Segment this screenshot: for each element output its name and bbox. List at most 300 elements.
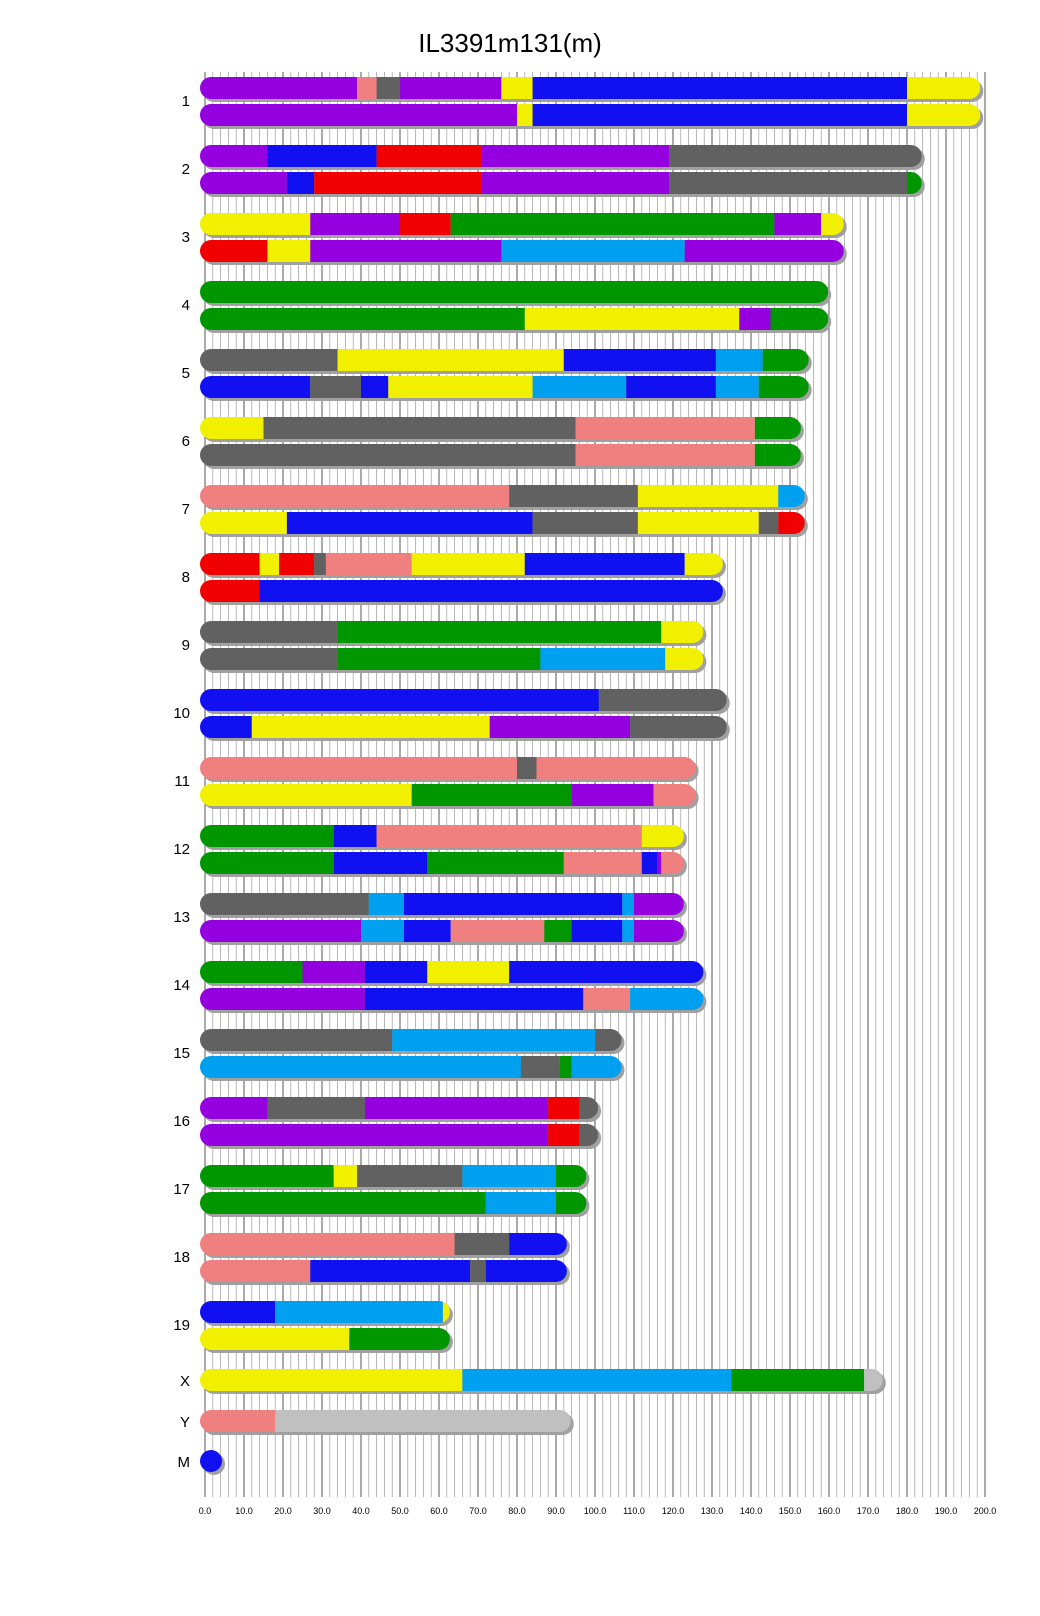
segment-B: [365, 988, 583, 1010]
segment-G: [630, 716, 727, 738]
segment-B: [287, 512, 533, 534]
chromosome-label: 13: [173, 909, 190, 926]
segment-S: [576, 417, 755, 439]
haplotype-bar: [200, 553, 726, 578]
segment-B: [626, 376, 716, 398]
segment-R: [548, 1124, 579, 1146]
x-tick-label: 90.0: [547, 1506, 565, 1516]
bar-segments: [200, 240, 844, 262]
bar-segments: [200, 308, 828, 330]
haplotype-bar: [200, 920, 687, 945]
x-tick-label: 30.0: [313, 1506, 331, 1516]
chromosome-8: [182, 553, 726, 605]
chromosome-label: 10: [173, 705, 190, 722]
haplotype-bar: [200, 689, 730, 714]
segment-N: [412, 784, 572, 806]
segment-C: [533, 376, 627, 398]
segment-Y: [907, 77, 980, 99]
bar-segments: [200, 689, 727, 711]
chromosome-label: 15: [173, 1045, 190, 1062]
chromosome-label: 17: [173, 1181, 190, 1198]
haplotype-bar: [200, 172, 925, 197]
haplotype-bar: [200, 240, 847, 265]
segment-Y: [260, 553, 280, 575]
segment-N: [763, 349, 809, 371]
bar-segments: [200, 512, 805, 534]
bar-segments: [200, 1192, 586, 1214]
haplotype-bar: [200, 417, 804, 442]
segment-Y: [638, 512, 759, 534]
segment-Y: [267, 240, 310, 262]
segment-Y: [334, 1165, 357, 1187]
segment-Y: [200, 784, 412, 806]
bar-segments: [200, 213, 844, 235]
segment-G: [310, 376, 361, 398]
chromosome-label: 12: [173, 841, 190, 858]
chromosome-label: 7: [181, 501, 190, 518]
haplotype-bar: [200, 580, 726, 605]
bar-segments: [200, 716, 727, 738]
chromosome-18: [173, 1233, 570, 1285]
segment-B: [267, 145, 376, 167]
segment-S: [377, 825, 642, 847]
segment-G: [599, 689, 727, 711]
bar-segments: [200, 1029, 622, 1051]
segment-Y: [685, 553, 723, 575]
bar-segments: [200, 784, 696, 806]
segment-B: [572, 920, 623, 942]
segment-Y: [501, 77, 532, 99]
haplotype-bar: [200, 1165, 589, 1190]
haplotype-bar: [200, 648, 706, 673]
segment-R: [400, 213, 451, 235]
segment-G: [595, 1029, 622, 1051]
x-tick-label: 50.0: [391, 1506, 409, 1516]
segment-R: [279, 553, 314, 575]
x-tick-label: 130.0: [700, 1506, 724, 1516]
segment-P: [310, 213, 400, 235]
segment-G: [200, 1029, 392, 1051]
bar-segments: [200, 893, 684, 915]
bar-segments: [200, 104, 980, 126]
bar-segments: [200, 172, 922, 194]
segment-B: [200, 716, 252, 738]
chromosome-label: 2: [181, 161, 190, 178]
segment-B: [525, 553, 685, 575]
x-tick-label: 40.0: [352, 1506, 370, 1516]
x-tick-label: 140.0: [739, 1506, 763, 1516]
haplotype-bar: [200, 444, 804, 469]
segment-R: [314, 172, 482, 194]
segment-G: [200, 893, 369, 915]
haplotype-bar: [200, 145, 925, 170]
haplotype-bar: [200, 349, 812, 374]
bar-segments: [200, 1301, 450, 1323]
segment-B: [200, 689, 599, 711]
bar-segments: [200, 281, 828, 303]
haplotype-bar: [200, 825, 687, 850]
x-tick-label: 170.0: [856, 1506, 880, 1516]
segment-N: [338, 621, 662, 643]
x-tick-label: 60.0: [430, 1506, 448, 1516]
bar-segments: [200, 1260, 567, 1282]
segment-C: [630, 988, 703, 1010]
segment-B: [200, 376, 310, 398]
segment-N: [560, 1056, 572, 1078]
segment-R: [200, 553, 260, 575]
segment-C: [501, 240, 684, 262]
x-tick-label: 110.0: [623, 1506, 645, 1516]
segment-G: [200, 621, 338, 643]
chromosome-label: 16: [173, 1113, 190, 1130]
bar-segments: [200, 621, 703, 643]
bar-segments: [200, 349, 809, 371]
segment-C: [361, 920, 404, 942]
chromosome-label: 11: [174, 773, 190, 790]
segment-S: [661, 852, 684, 874]
chromosome-label: 4: [181, 297, 190, 314]
segment-Y: [907, 104, 980, 126]
chromosome-label: 5: [181, 365, 190, 382]
bar-segments: [200, 1165, 586, 1187]
bar-segments: [200, 825, 684, 847]
chromosome-5: [182, 349, 812, 401]
segment-B: [564, 349, 716, 371]
segment-C: [622, 920, 634, 942]
segment-Y: [200, 213, 310, 235]
chromosome-Y: [180, 1410, 574, 1435]
segment-C: [369, 893, 404, 915]
segment-B: [287, 172, 314, 194]
segment-P: [200, 1097, 267, 1119]
chromosome-17: [173, 1165, 589, 1217]
bar-segments: [200, 988, 703, 1010]
segment-S: [200, 1233, 455, 1255]
segment-N: [759, 376, 809, 398]
chromosome-16: [173, 1097, 601, 1149]
segment-Y: [661, 621, 703, 643]
bar-segments: [200, 1124, 598, 1146]
segment-C: [716, 349, 763, 371]
segment-G: [521, 1056, 560, 1078]
x-tick-label: 150.0: [778, 1506, 802, 1516]
segment-N: [349, 1328, 450, 1350]
segment-R: [778, 512, 805, 534]
segment-G: [200, 349, 338, 371]
segment-N: [338, 648, 541, 670]
haplotype-bar: [200, 961, 706, 986]
x-tick-label: 20.0: [274, 1506, 292, 1516]
chromosome-label: 6: [181, 433, 190, 450]
segment-B: [260, 580, 723, 602]
segment-S: [200, 1260, 310, 1282]
segment-C: [540, 648, 665, 670]
segment-R: [548, 1097, 579, 1119]
haplotype-bar: [200, 1124, 601, 1149]
segment-P: [200, 104, 517, 126]
segment-P: [482, 172, 669, 194]
haplotype-bar: [200, 308, 831, 333]
haplotype-bar: [200, 757, 699, 782]
segment-N: [755, 444, 801, 466]
segment-N: [427, 852, 564, 874]
haplotype-bar: [200, 784, 699, 809]
segment-P: [200, 920, 361, 942]
bar-segments: [200, 580, 723, 602]
segment-P: [200, 1124, 548, 1146]
haplotype-bar: [200, 1369, 886, 1394]
segment-C: [486, 1192, 556, 1214]
segment-B: [642, 852, 658, 874]
segment-B: [334, 852, 428, 874]
segment-P: [200, 988, 365, 1010]
segment-P: [200, 77, 357, 99]
bar-segments: [200, 77, 980, 99]
x-tick-label: 100.0: [583, 1506, 607, 1516]
haplotype-bar: [200, 512, 808, 537]
segment-Y: [252, 716, 490, 738]
haplotype-bar: [200, 893, 687, 918]
x-tick-label: 120.0: [661, 1506, 685, 1516]
segment-C: [622, 893, 634, 915]
segment-Y: [200, 1369, 462, 1391]
haplotype-bar: [200, 1192, 589, 1217]
segment-S: [200, 1410, 275, 1432]
segment-C: [462, 1369, 731, 1391]
segment-N: [200, 1192, 486, 1214]
segment-B: [404, 920, 451, 942]
segment-Y: [200, 512, 287, 534]
segment-B: [334, 825, 377, 847]
segment-C: [392, 1029, 595, 1051]
chromosome-12: [173, 825, 687, 877]
segment-N: [544, 920, 571, 942]
chromosome-label: M: [177, 1454, 190, 1471]
chromosome-13: [173, 893, 687, 945]
segment-R: [200, 580, 260, 602]
segment-G: [759, 512, 779, 534]
segment-Y: [388, 376, 532, 398]
segment-B: [404, 893, 622, 915]
segment-P: [482, 145, 669, 167]
bar-segments: [200, 1369, 883, 1391]
bar-segments: [200, 757, 696, 779]
haplotype-bar: [200, 1328, 453, 1353]
haplotype-bar: [200, 1056, 625, 1081]
x-tick-label: 10.0: [235, 1506, 253, 1516]
segment-S: [200, 485, 509, 507]
segment-B: [509, 1233, 567, 1255]
segment-Y: [642, 825, 684, 847]
segment-Y: [200, 1328, 349, 1350]
chromosome-9: [182, 621, 707, 673]
segment-B: [200, 1301, 275, 1323]
bar-segments: [200, 1056, 622, 1078]
segment-P: [685, 240, 844, 262]
segment-P: [774, 213, 821, 235]
segment-Y: [200, 417, 264, 439]
segment-Y: [338, 349, 564, 371]
segment-P: [200, 145, 267, 167]
segment-S: [326, 553, 412, 575]
segment-Y: [427, 961, 509, 983]
haplotype-bar: [200, 621, 706, 646]
segment-R: [200, 240, 267, 262]
segment-C: [462, 1165, 556, 1187]
x-tick-label: 190.0: [934, 1506, 958, 1516]
bar-segments: [200, 920, 684, 942]
segment-G: [509, 485, 638, 507]
segment-P: [310, 240, 501, 262]
segment-S: [564, 852, 642, 874]
bar-segments: [200, 961, 703, 983]
segment-N: [755, 417, 801, 439]
x-tick-label: 180.0: [895, 1506, 919, 1516]
segment-G: [517, 757, 537, 779]
segment-S: [576, 444, 755, 466]
segment-G: [357, 1165, 462, 1187]
segment-C: [572, 1056, 622, 1078]
segment-G: [669, 145, 922, 167]
chromosome-label: 3: [181, 229, 190, 246]
segment-S: [654, 784, 696, 806]
haplotype-bar: [200, 1301, 453, 1326]
segment-N: [771, 308, 829, 330]
chromosome-label: 8: [181, 569, 190, 586]
segment-G: [200, 648, 338, 670]
segment-L: [275, 1410, 571, 1432]
segment-G: [267, 1097, 365, 1119]
segment-R: [377, 145, 482, 167]
bar-segments: [200, 553, 723, 575]
bar-segments: [200, 852, 684, 874]
segment-G: [669, 172, 907, 194]
segment-P: [365, 1097, 548, 1119]
segment-N: [451, 213, 775, 235]
chromosome-X: [180, 1369, 886, 1394]
segment-G: [377, 77, 400, 99]
haplotype-bar: [200, 1233, 570, 1258]
haplotype-bar: [200, 281, 831, 306]
segment-B: [533, 104, 907, 126]
chromosome-19: [173, 1301, 453, 1353]
segment-C: [200, 1056, 521, 1078]
segment-N: [732, 1369, 865, 1391]
haplotype-bar: [200, 1450, 225, 1475]
haplotype-bar: [200, 1097, 601, 1122]
segment-N: [200, 852, 334, 874]
segment-G: [455, 1233, 510, 1255]
segment-B: [200, 1450, 222, 1472]
bar-segments: [200, 1328, 450, 1350]
segment-B: [310, 1260, 470, 1282]
bar-segments: [200, 648, 703, 670]
bar-segments: [200, 1410, 571, 1432]
chromosome-15: [173, 1029, 624, 1081]
chromosome-3: [182, 213, 847, 265]
haplotype-bar: [200, 104, 983, 129]
haplotype-bar: [200, 988, 706, 1013]
chromosome-4: [182, 281, 832, 333]
segment-C: [716, 376, 759, 398]
bar-segments: [200, 1233, 567, 1255]
segment-B: [533, 77, 907, 99]
segment-C: [275, 1301, 443, 1323]
haplotype-bar: [200, 852, 687, 877]
segment-G: [264, 417, 576, 439]
x-tick-label: 70.0: [469, 1506, 487, 1516]
chromosome-1: [182, 77, 984, 129]
segment-S: [200, 757, 517, 779]
segment-N: [200, 825, 334, 847]
haplotype-bar: [200, 1029, 625, 1054]
segment-N: [200, 1165, 334, 1187]
segment-B: [365, 961, 427, 983]
haplotype-bar: [200, 1260, 570, 1285]
segment-N: [200, 308, 525, 330]
bar-segments: [200, 145, 922, 167]
segment-B: [361, 376, 388, 398]
chromosome-7: [182, 485, 808, 537]
segment-N: [200, 281, 828, 303]
segment-N: [556, 1165, 586, 1187]
segment-B: [509, 961, 703, 983]
x-axis: [199, 1506, 997, 1516]
segment-Y: [665, 648, 703, 670]
chromosome-11: [174, 757, 698, 809]
segment-P: [303, 961, 365, 983]
segment-S: [451, 920, 545, 942]
chart-title: IL3391m131(m): [418, 28, 602, 58]
segment-P: [634, 893, 684, 915]
chromosome-label: 9: [181, 637, 190, 654]
bar-segments: [200, 1450, 222, 1472]
segment-G: [200, 444, 576, 466]
segment-G: [470, 1260, 486, 1282]
segment-G: [314, 553, 326, 575]
segment-C: [778, 485, 805, 507]
bar-segments: [200, 444, 801, 466]
x-tick-label: 0.0: [198, 1506, 212, 1516]
segment-P: [490, 716, 630, 738]
segment-Y: [638, 485, 778, 507]
chromosome-label: 19: [173, 1317, 190, 1334]
bar-segments: [200, 417, 801, 439]
segment-P: [200, 172, 287, 194]
segment-N: [200, 961, 303, 983]
x-tick-label: 80.0: [508, 1506, 526, 1516]
segment-Y: [821, 213, 844, 235]
segment-Y: [412, 553, 525, 575]
chromosome-label: X: [179, 1373, 190, 1390]
chromosome-label: 14: [173, 977, 190, 994]
segment-Y: [517, 104, 533, 126]
chromosome-M: [178, 1450, 226, 1475]
haplotype-bar: [200, 376, 812, 401]
haplotype-bar: [200, 77, 983, 102]
chromosome-10: [173, 689, 729, 741]
segment-P: [657, 852, 661, 874]
bar-segments: [200, 1097, 598, 1119]
segment-S: [537, 757, 696, 779]
segment-S: [583, 988, 630, 1010]
x-tick-label: 160.0: [817, 1506, 841, 1516]
haplotype-bar: [200, 716, 730, 741]
chromosome-label: 18: [173, 1249, 190, 1266]
segment-B: [486, 1260, 567, 1282]
bar-segments: [200, 485, 805, 507]
segment-S: [357, 77, 377, 99]
